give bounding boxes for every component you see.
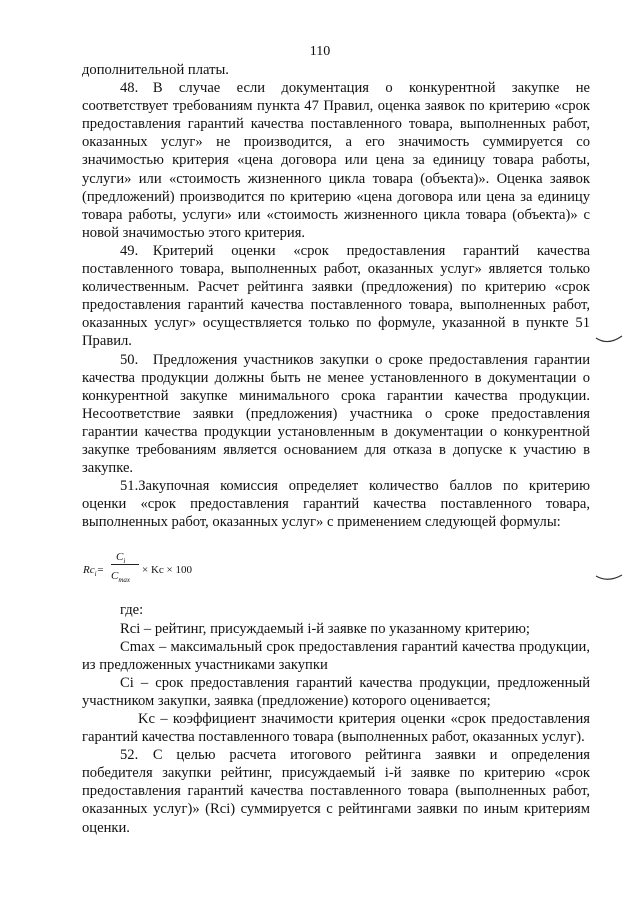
formula-denominator: $C_{max}$: [111, 570, 131, 585]
fraction-bar: [111, 564, 139, 565]
paragraph-51: 51.Закупочная комиссия определяет количество баллов по критерию оценки «срок предоставления гарантий качества поставленного товара, выполненных работ, оказанных услуг» с применением следующей формулы:: [82, 478, 590, 531]
paragraph-52: 52. С целью расчета итогового рейтинга заявки и определения победителя закупки рейтинг, присуждаемый i-й заявке по критерию «срок предоставления гарантий качества поставленного товара (выполненных работ, оказанных услуг)» (Rci) суммируется с рейтингами заявки по иным критериям оценки.: [82, 747, 590, 836]
definition-ci: Ci – срок предоставления гарантий качества продукции, предложенный участником закупки, заявка (предложение) которого оценивается;: [82, 674, 590, 709]
margin-mark: [594, 572, 624, 584]
paragraph-49: 49. Критерий оценки «срок предоставления гарантий качества поставленного товара, выполненных работ, оказанных услуг» является только количественным. Расчет рейтинга заявки (предложения) по критерию «срок предоставления гарантий качества поставленного товара, выполненных работ, оказанных услуг» осуществляется только по формуле, указанной в пункте 51 Правил.: [82, 242, 590, 350]
paragraph-48: 48. В случае если документация о конкурентной закупке не соответствует требованиям пункта 47 Правил, оценка заявок по критерию «срок предоставления гарантий качества поставленного товара, выполненных работ, оказанных услуг» не производится, а его значимость суммируется со значимостью критерия «цена договора или цена за единицу товара работы, услуги» или «стоимость жизненного цикла товара (объекта)». Оценка заявок (предложений) производится по критерию «цена договора или цена за единицу товара работы, услуги» или «стоимость жизненного цикла товара (объекта)» с новой значимостью этого критерия.: [82, 80, 590, 241]
formula-multiplier: × Kc × 100: [142, 564, 192, 577]
margin-mark: [594, 334, 624, 346]
formula-numerator: $C_i$: [116, 551, 126, 566]
rating-formula: [82, 531, 590, 601]
paragraph-continuation: дополнительной платы.: [82, 62, 229, 78]
paragraph-50: 50. Предложения участников закупки о сроке предоставления гарантии качества продукции должны быть не менее установленного в документации о конкурентной закупке минимального срока гарантии качества продукции. Несоответствие заявки (предложения) участника о сроке предоставления гарантии качества продукции установленным в документации о конкурентной закупке требованиям является основанием для отказа в допуске к участию в закупке.: [82, 351, 590, 477]
formula-lhs: $Rc_i=$: [83, 564, 104, 579]
document-body: [82, 61, 590, 837]
definition-rci: Rci – рейтинг, присуждаемый i-й заявке по указанному критерию;: [120, 620, 530, 637]
page-number: 110: [309, 44, 331, 59]
where-label: где:: [120, 602, 144, 619]
definition-cmax: Cmax – максимальный срок предоставления гарантий качества продукции, из предложенных участниками закупки: [82, 638, 590, 673]
definition-kc: Kc – коэффициент значимости критерия оценки «срок предоставления гарантий качества поставленного товара (выполненных работ, оказанных услуг).: [82, 711, 590, 746]
